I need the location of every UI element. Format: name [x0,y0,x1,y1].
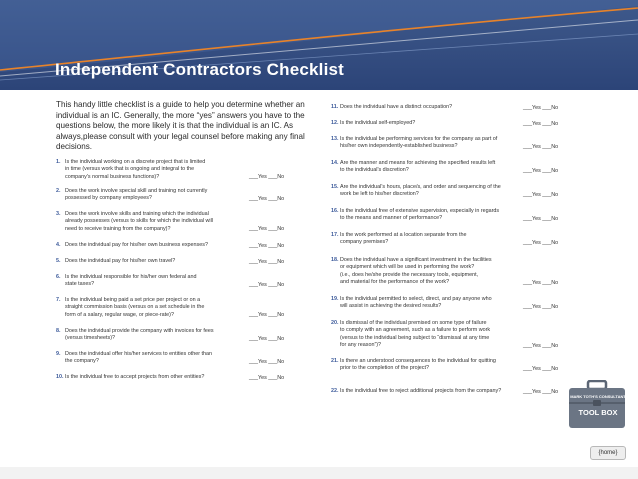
item-number: 12. [331,120,339,126]
item-number: 20. [331,320,339,326]
yes-no-answer[interactable]: ___Yes ___No [523,191,559,198]
item-question: Is the individual be performing services for the company as part of his/her own independently-established business? [340,136,498,150]
item-question: Is the individual being paid a set price per project or on a straight commission basis (versus on a set schedule in the form of a salary, regular wage, or piece-rate)? [65,297,205,318]
yes-no-answer[interactable]: ___Yes ___No [249,358,285,365]
yes-no-answer[interactable]: ___Yes ___No [249,258,285,265]
item-number: 14. [331,160,339,166]
yes-no-answer[interactable]: ___Yes ___No [249,374,285,381]
item-question: Is the individual free to accept projects from other entities? [65,374,205,380]
item-number: 22. [331,388,339,394]
yes-no-answer[interactable]: ___Yes ___No [249,173,285,180]
item-number: 19. [331,296,339,302]
checklist-item [56,374,318,382]
checklist-item [331,184,581,199]
yes-no-answer[interactable]: ___Yes ___No [523,342,559,349]
checklist-item [331,232,581,247]
page-title: Independent Contractors Checklist [55,60,345,79]
item-question: Are the individual's hours, place/s, and order and sequencing of the work be left to his/her discretion? [340,184,501,198]
checklist-item [331,104,581,112]
item-question: Is the individual working on a discrete project that is limited in time (versus work that is ongoing and integral to the company's normal business functions)? [65,159,206,180]
yes-no-answer[interactable]: ___Yes ___No [249,281,285,288]
item-number: 17. [331,232,339,238]
yes-no-answer[interactable]: ___Yes ___No [523,303,559,310]
item-question: Does the individual have a distinct occupation? [340,104,453,110]
checklist-item [56,188,318,203]
checklist-item [56,351,318,366]
checklist-item [56,297,318,319]
item-number: 5. [56,258,61,264]
item-number: 3. [56,211,61,217]
yes-no-answer[interactable]: ___Yes ___No [249,225,285,232]
yes-no-answer[interactable]: ___Yes ___No [523,120,559,127]
yes-no-answer[interactable]: ___Yes ___No [249,195,285,202]
checklist-item [56,242,318,250]
item-question: Is the individual free to reject additional projects from the company? [340,388,502,394]
item-number: 18. [331,257,339,263]
item-question: Is the individual free of extensive supervision, especially in regards to the means and manner of performance? [340,208,500,222]
toolbox-icon [566,380,628,430]
item-number: 8. [56,328,61,334]
item-question: Are the manner and means for achieving the specified results left to the individual's discretion? [340,160,496,174]
item-question: Is the individual permitted to select, direct, and pay anyone who will assist in achieving the desired results? [340,296,492,310]
item-number: 9. [56,351,61,357]
item-question: Is the individual responsible for his/her own federal and state taxes? [65,274,197,288]
item-number: 15. [331,184,339,190]
yes-no-answer[interactable]: ___Yes ___No [523,143,559,150]
yes-no-answer[interactable]: ___Yes ___No [523,365,559,372]
footer-strip [0,467,638,479]
checklist-item [56,211,318,233]
item-question: Is the individual self-employed? [340,120,416,126]
yes-no-answer[interactable]: ___Yes ___No [523,215,559,222]
checklist-item [331,257,581,287]
yes-no-answer[interactable]: ___Yes ___No [249,242,285,249]
item-number: 21. [331,358,339,364]
toolbox-subtitle: MARK TOTH'S CONSULTANT [570,394,626,399]
yes-no-answer[interactable]: ___Yes ___No [523,167,559,174]
item-question: Does the individual pay for his/her own travel? [65,258,176,264]
checklist-item [56,258,318,266]
intro-text: This handy little checklist is a guide to help you determine whether an individual is an IC. Generally, the more “yes” answers you have to the questions below, the more likely it is that the individual is an IC. As always,please consult with your legal counsel before making any final decisions. [56,100,305,152]
yes-no-answer[interactable]: ___Yes ___No [523,239,559,246]
toolbox-title: TOOL BOX [578,408,618,417]
item-number: 1. [56,159,61,165]
yes-no-answer[interactable]: ___Yes ___No [249,335,285,342]
yes-no-answer[interactable]: ___Yes ___No [523,388,559,395]
checklist-item [331,136,581,151]
item-question: Does the individual offer his/her services to entities other than the company? [65,351,213,365]
item-question: Does the individual provide the company with invoices for fees (versus timesheets)? [65,328,214,342]
checklist-item [56,328,318,343]
checklist-item [331,358,581,373]
item-number: 13. [331,136,339,142]
item-number: 7. [56,297,61,303]
home-button[interactable]: {home} [590,446,626,460]
checklist-item [56,159,318,181]
item-question: Is dismissal of the individual premised on some type of failure to comply with an agreement, such as a failure to perform work (versus to the individual being subject to “dismissal at any time for any reason”)? [340,320,491,349]
checklist-item [331,160,581,175]
checklist-item [331,296,581,311]
item-question: Is the work performed at a location separate from the company premises? [340,232,467,246]
item-number: 4. [56,242,61,248]
checklist-item [331,120,581,128]
item-number: 10. [56,374,64,380]
item-question: Does the individual have a significant investment in the facilities or equipment which will be used in performing the work? (i.e., does he/she provide the necessary tools, equipment, and material for the performance of the work? [340,257,492,286]
item-question: Is there an understood consequences to the individual for quitting prior to the completion of the project? [340,358,496,372]
item-number: 16. [331,208,339,214]
item-number: 11. [331,104,339,110]
yes-no-answer[interactable]: ___Yes ___No [523,104,559,111]
yes-no-answer[interactable]: ___Yes ___No [249,311,285,318]
item-question: Does the work involve skills and training which the individual already possesses (versus to skills for which the individual will need to receive training from the company)? [65,211,214,232]
item-number: 6. [56,274,61,280]
item-question: Does the work involve special skill and training not currently possessed by company employees? [65,188,208,202]
yes-no-answer[interactable]: ___Yes ___No [523,279,559,286]
item-number: 2. [56,188,61,194]
checklist-item [56,274,318,289]
item-question: Does the individual pay for his/her own business expenses? [65,242,208,248]
checklist-item [331,208,581,223]
checklist-item [331,320,581,350]
checklist-item [331,388,581,396]
